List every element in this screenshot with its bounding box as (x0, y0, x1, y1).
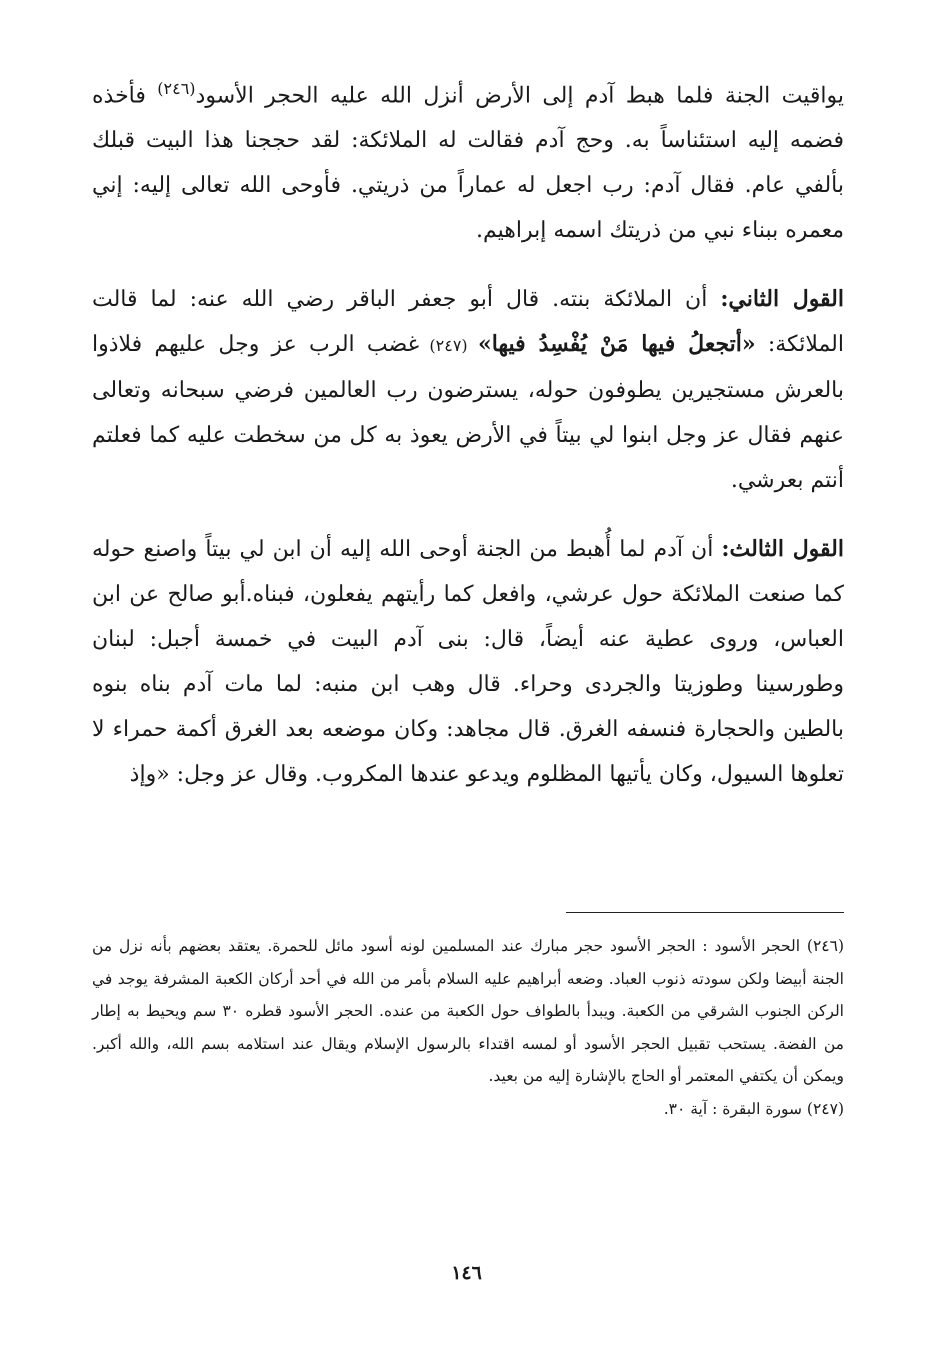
main-text (92, 66, 844, 797)
footnote-246: (٢٤٦) الحجر الأسود : الحجر الأسود حجر مبارك عند المسلمين لونه أسود مائل للحمرة. يعتقد بعضهم بأنه نزل من الجنة أبيضا ولكن سودته ذنوب العباد. وضعه أبراهيم عليه السلام بأمر من الله في أحد أركان الكعبة المشرفة يوجد في الركن الجنوب الشرقي من الكعبة. ويبدأ بالطواف حول الكعبة من عنده. الحجر الأسود قطره ٣٠ سم ويحيط به إطار من الفضة. يستحب تقبيل الحجر الأسود أو لمسه اقتداء بالرسول الإسلام ويقال عند استلامه بسم الله، والله أكبر. ويمكن أن يكتفي المعتمر أو الحاج بالإشارة إليه من بعيد. (92, 937, 844, 1085)
paragraph-2 (92, 277, 844, 503)
footnote-divider (566, 912, 844, 913)
footnote-ref-247[interactable]: (٢٤٧) (419, 336, 478, 356)
footnote-ref-246[interactable]: (٢٤٦) (157, 79, 196, 98)
paragraph-1-rest: فأخذه فضمه إليه استئناساً به. وحج آدم فقالت له الملائكة: لقد حججنا هذا البيت قبلك بألفي عام. فقال آدم: رب اجعل له عماراً من ذريتي. فأوحى الله تعالى إليه: إني معمره ببناء نبي من ذريتك اسمه إبراهيم. (92, 83, 844, 244)
paragraph-3-heading: القول الثالث: (721, 536, 844, 563)
paragraph-2-text-2: غضب الرب عز وجل عليهم فلاذوا بالعرش مستجيرين يطوفون حوله، يسترضون رب العالمين فرضي سبحانه وتعالى عنهم فقال عز وجل ابنوا لي بيتاً في الأرض يعوذ به كل من سخطت عليه كما فعلتم أنتم بعرشي. (92, 332, 844, 494)
paragraph-3-text: أن آدم لما أُهبط من الجنة أوحى الله إليه أن ابن لي بيتاً واصنع حوله كما صنعت الملائكة حول عرشي، وافعل كما رأيتهم يفعلون، فبناه.أبو صالح عن ابن العباس، وروى عطية عنه أيضاً، قال: بنى آدم البيت في خمسة أجبل: لبنان وطورسينا وطوزيتا والجردى وحراء. قال وهب ابن منبه: لما مات آدم بناه بنوه بالطين والحجارة فنسفه الغرق. قال مجاهد: وكان موضعه بعد الغرق أكمة حمراء لا تعلوها السيول، وكان يأتيها المظلوم ويدعو عندها المكروب. وقال عز وجل: «وإذ (92, 537, 844, 788)
page-number: ١٤٦ (451, 1262, 482, 1284)
paragraph-2-text-1: أن الملائكة بنته. قال أبو جعفر الباقر رضي الله عنه: لما قالت الملائكة: (92, 287, 844, 358)
paragraph-2-heading: القول الثاني: (720, 286, 844, 313)
quran-quote: «أتجعلُ فيها مَنْ يُفْسِدُ فيها» (477, 331, 756, 358)
paragraph-3 (92, 527, 844, 797)
footnote-247: (٢٤٧) سورة البقرة : آية ٣٠. (663, 1099, 844, 1118)
paragraph-1 (92, 66, 844, 253)
paragraph-1-text: يواقيت الجنة فلما هبط آدم إلى الأرض أنزل الله عليه الحجر الأسود (195, 83, 844, 109)
footnotes (92, 930, 844, 1125)
